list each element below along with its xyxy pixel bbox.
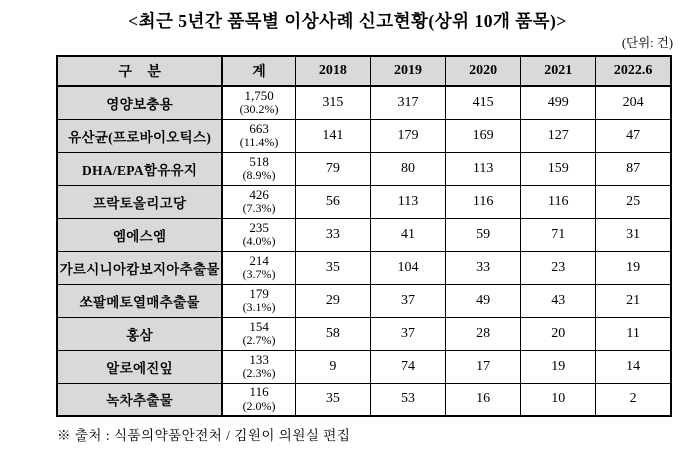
total-count: 663 [249, 120, 269, 136]
total-count: 179 [249, 285, 269, 301]
year-value-2022: 2 [596, 383, 671, 416]
total-cell [222, 185, 295, 218]
total-percent: (8.9%) [242, 168, 276, 183]
year-value-2018: 35 [295, 383, 370, 416]
year-value-2021: 71 [521, 218, 596, 251]
year-value-2019: 317 [370, 86, 445, 119]
total-percent: (3.1%) [242, 300, 276, 315]
year-value-2020: 113 [446, 152, 521, 185]
item-name-cell: DHA/EPA함유유지 [57, 152, 222, 185]
year-value-2018: 56 [295, 185, 370, 218]
total-cell [222, 383, 295, 416]
header-2019: 2019 [370, 56, 445, 86]
header-2022: 2022.6 [596, 56, 671, 86]
table-row [57, 86, 671, 119]
year-value-2022: 47 [596, 119, 671, 152]
year-value-2019: 179 [370, 119, 445, 152]
item-name-cell: 알로에진잎 [57, 350, 222, 383]
year-value-2022: 87 [596, 152, 671, 185]
header-total: 계 [222, 56, 295, 86]
total-percent: (2.7%) [242, 333, 276, 348]
year-value-2021: 127 [521, 119, 596, 152]
table-header [57, 56, 671, 86]
source-footnote: ※ 출처 : 식품의약품안전처 / 김원이 의원실 편집 [57, 428, 351, 443]
item-name-cell: 홍삼 [57, 317, 222, 350]
unit-note: (단위: 건) [621, 36, 673, 50]
header-2020: 2020 [446, 56, 521, 86]
table-body [57, 86, 671, 416]
total-cell [222, 218, 295, 251]
year-value-2022: 204 [596, 86, 671, 119]
total-cell [222, 251, 295, 284]
item-name-cell: 유산균(프로바이오틱스) [57, 119, 222, 152]
total-count: 133 [249, 351, 269, 367]
year-value-2019: 37 [370, 317, 445, 350]
year-value-2022: 14 [596, 350, 671, 383]
page-title: <최근 5년간 품목별 이상사례 신고현황(상위 10개 품목)> [128, 11, 567, 31]
year-value-2019: 53 [370, 383, 445, 416]
year-value-2019: 104 [370, 251, 445, 284]
year-value-2021: 499 [521, 86, 596, 119]
year-value-2021: 159 [521, 152, 596, 185]
total-count: 426 [249, 186, 269, 202]
year-value-2020: 16 [446, 383, 521, 416]
header-2021: 2021 [521, 56, 596, 86]
year-value-2020: 169 [446, 119, 521, 152]
year-value-2020: 17 [446, 350, 521, 383]
total-percent: (30.2%) [239, 102, 279, 117]
table-row [57, 383, 671, 416]
year-value-2019: 74 [370, 350, 445, 383]
year-value-2018: 141 [295, 119, 370, 152]
year-value-2019: 113 [370, 185, 445, 218]
year-value-2020: 116 [446, 185, 521, 218]
table-row [57, 218, 671, 251]
total-count: 214 [249, 252, 269, 268]
year-value-2020: 415 [446, 86, 521, 119]
year-value-2019: 37 [370, 284, 445, 317]
total-cell [222, 284, 295, 317]
year-value-2022: 31 [596, 218, 671, 251]
table-row [57, 317, 671, 350]
year-value-2018: 33 [295, 218, 370, 251]
item-name-cell: 가르시니아캄보지아추출물 [57, 251, 222, 284]
year-value-2021: 19 [521, 350, 596, 383]
total-cell [222, 317, 295, 350]
year-value-2018: 35 [295, 251, 370, 284]
year-value-2018: 58 [295, 317, 370, 350]
total-cell [222, 350, 295, 383]
year-value-2019: 80 [370, 152, 445, 185]
item-name-cell: 쏘팔메토열매추출물 [57, 284, 222, 317]
total-percent: (11.4%) [239, 135, 279, 150]
total-cell [222, 119, 295, 152]
year-value-2022: 11 [596, 317, 671, 350]
table-row [57, 284, 671, 317]
year-value-2020: 33 [446, 251, 521, 284]
total-percent: (7.3%) [242, 201, 276, 216]
total-count: 235 [249, 219, 269, 235]
report-table [56, 55, 672, 417]
total-count: 518 [249, 153, 269, 169]
year-value-2020: 59 [446, 218, 521, 251]
total-count: 154 [249, 318, 269, 334]
total-cell [222, 152, 295, 185]
item-name-cell: 엠에스엠 [57, 218, 222, 251]
total-percent: (2.3%) [242, 366, 276, 381]
year-value-2020: 28 [446, 317, 521, 350]
year-value-2021: 10 [521, 383, 596, 416]
item-name-cell: 프락토올리고당 [57, 185, 222, 218]
header-row [57, 56, 671, 86]
table-row [57, 152, 671, 185]
total-percent: (4.0%) [242, 234, 276, 249]
total-cell [222, 86, 295, 119]
item-name-cell: 녹차추출물 [57, 383, 222, 416]
year-value-2021: 20 [521, 317, 596, 350]
item-name-cell: 영양보충용 [57, 86, 222, 119]
year-value-2022: 25 [596, 185, 671, 218]
total-percent: (3.7%) [242, 267, 276, 282]
header-2018: 2018 [295, 56, 370, 86]
total-percent: (2.0%) [242, 398, 276, 413]
year-value-2022: 19 [596, 251, 671, 284]
year-value-2020: 49 [446, 284, 521, 317]
table-row [57, 251, 671, 284]
total-count: 1,750 [244, 87, 274, 103]
year-value-2019: 41 [370, 218, 445, 251]
year-value-2021: 116 [521, 185, 596, 218]
year-value-2021: 23 [521, 251, 596, 284]
total-count: 116 [249, 384, 269, 400]
header-category: 구 분 [57, 56, 222, 86]
table-row [57, 350, 671, 383]
year-value-2018: 79 [295, 152, 370, 185]
year-value-2018: 315 [295, 86, 370, 119]
year-value-2022: 21 [596, 284, 671, 317]
year-value-2018: 29 [295, 284, 370, 317]
year-value-2018: 9 [295, 350, 370, 383]
table-row [57, 185, 671, 218]
table-row [57, 119, 671, 152]
year-value-2021: 43 [521, 284, 596, 317]
